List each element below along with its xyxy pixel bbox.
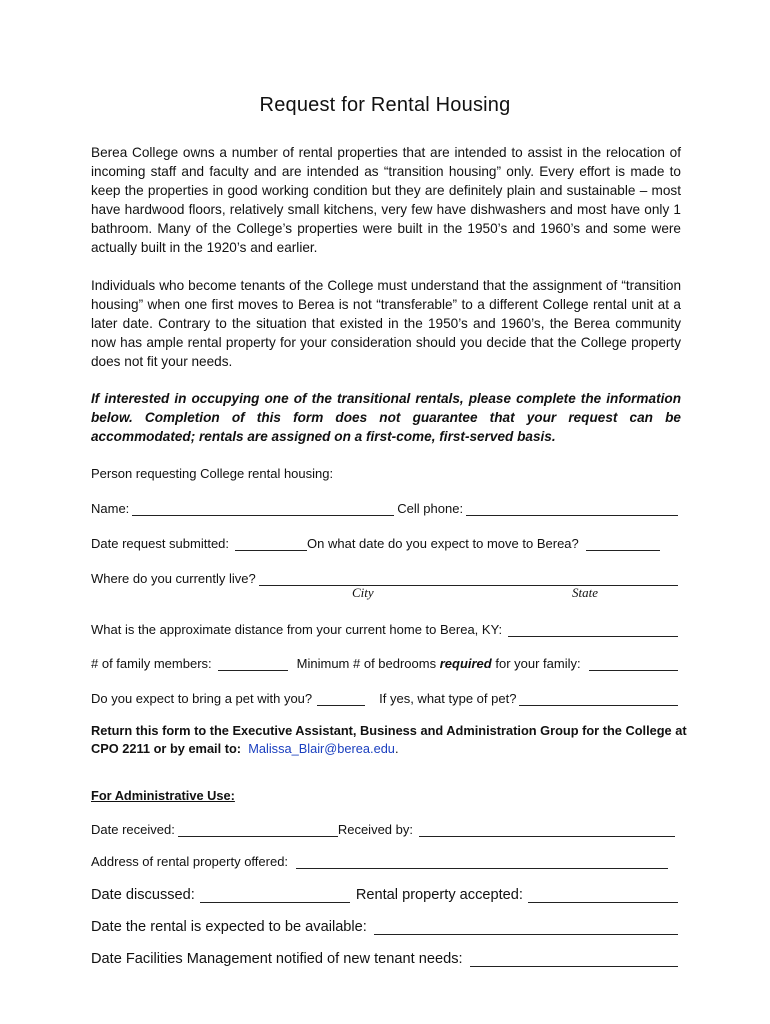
pet-type-label: If yes, what type of pet? xyxy=(379,691,517,706)
person-heading-row xyxy=(91,461,681,481)
available-row xyxy=(91,913,681,935)
received-by-field[interactable] xyxy=(419,822,675,837)
facilities-field[interactable] xyxy=(470,952,678,967)
address-label: Address of rental property offered: xyxy=(91,854,289,869)
email-link[interactable]: Malissa_Blair@berea.edu xyxy=(248,741,395,756)
current-live-label: Where do you currently live? xyxy=(91,571,256,586)
return-period: . xyxy=(394,741,399,756)
page-title: Request for Rental Housing xyxy=(259,94,511,116)
date-discussed-field[interactable] xyxy=(200,888,350,903)
move-date-label: On what date do you expect to move to Berea? xyxy=(307,536,579,551)
return-line-2-wrap xyxy=(91,740,691,758)
pet-label: Do you expect to bring a pet with you? xyxy=(91,691,313,706)
facilities-label: Date Facilities Management notified of new tenant needs: xyxy=(91,951,463,967)
interest-paragraph: If interested in occupying one of the transitional rentals, please complete the information below. Completion of this form does not guarantee that your request can be accommodated; rentals are assigned on a first-come, first-served basis. xyxy=(91,391,681,444)
distance-label: What is the approximate distance from your current home to Berea, KY: xyxy=(91,622,503,637)
return-line-2: CPO 2211 or by email to: xyxy=(91,741,242,756)
received-row xyxy=(91,817,681,837)
date-row xyxy=(91,531,681,551)
bedrooms-label xyxy=(297,656,581,671)
family-row xyxy=(91,651,681,671)
distance-row xyxy=(91,617,681,637)
family-members-field[interactable] xyxy=(218,656,288,671)
name-label: Name: xyxy=(91,501,130,516)
pet-type-field[interactable] xyxy=(519,691,678,706)
return-instructions xyxy=(91,722,691,758)
facilities-row xyxy=(91,945,681,967)
date-received-label: Date received: xyxy=(91,822,175,837)
date-received-field[interactable] xyxy=(178,822,338,837)
distance-field[interactable] xyxy=(508,622,678,637)
family-members-label: # of family members: xyxy=(91,656,212,671)
person-heading: Person requesting College rental housing: xyxy=(91,466,334,481)
received-by-label: Received by: xyxy=(337,822,413,837)
cell-phone-label: Cell phone: xyxy=(397,501,464,516)
pet-row xyxy=(91,686,681,706)
address-row xyxy=(91,849,681,869)
bedrooms-field[interactable] xyxy=(589,656,678,671)
discussed-row xyxy=(91,881,681,903)
date-submitted-field[interactable] xyxy=(235,536,307,551)
date-discussed-label: Date discussed: xyxy=(91,887,195,903)
admin-heading: For Administrative Use: xyxy=(91,788,235,803)
cell-phone-field[interactable] xyxy=(466,501,678,516)
name-row xyxy=(91,496,681,516)
available-label: Date the rental is expected to be available: xyxy=(91,919,367,935)
state-caption: State xyxy=(572,585,598,600)
current-residence-row xyxy=(91,566,681,586)
intro-paragraph: Berea College owns a number of rental properties that are intended to assist in the relocation of incoming staff and faculty and are intended as “transition housing” only. Every effort is made to keep the properties in good working condition but they are definitely plain and sustainable – most have hardwood floors, relatively small kitchens, very few have dishwashers and most have only 1 bathroom. Many of the College’s properties were built in the 1950’s and 1960’s and some were actually built in the 1920’s and earlier. xyxy=(91,145,681,255)
tenants-paragraph: Individuals who become tenants of the College must understand that the assignment of “transition housing” when one first moves to Berea is not “transferable” to a different College rental unit at a later date. Contrary to the situation that existed in the 1950’s and 1960’s, the Berea community now has ample rental property for your consideration should you decide that the College property does not fit your needs. xyxy=(91,278,681,369)
pet-field[interactable] xyxy=(317,691,365,706)
date-submitted-label: Date request submitted: xyxy=(91,536,230,551)
move-date-field[interactable] xyxy=(586,536,660,551)
bedrooms-label-after: for your family: xyxy=(491,656,581,671)
name-field[interactable] xyxy=(132,501,394,516)
bedrooms-label-before: Minimum # of bedrooms xyxy=(296,656,440,671)
city-caption: City xyxy=(352,585,374,600)
available-field[interactable] xyxy=(374,920,678,935)
return-line-1: Return this form to the Executive Assistant, Business and Administration Group for the College at xyxy=(91,723,687,738)
address-field[interactable] xyxy=(296,854,668,869)
bedrooms-required: required xyxy=(439,656,492,671)
rental-accepted-field[interactable] xyxy=(528,888,678,903)
rental-accepted-label: Rental property accepted: xyxy=(355,887,523,903)
current-live-field[interactable] xyxy=(259,571,678,586)
